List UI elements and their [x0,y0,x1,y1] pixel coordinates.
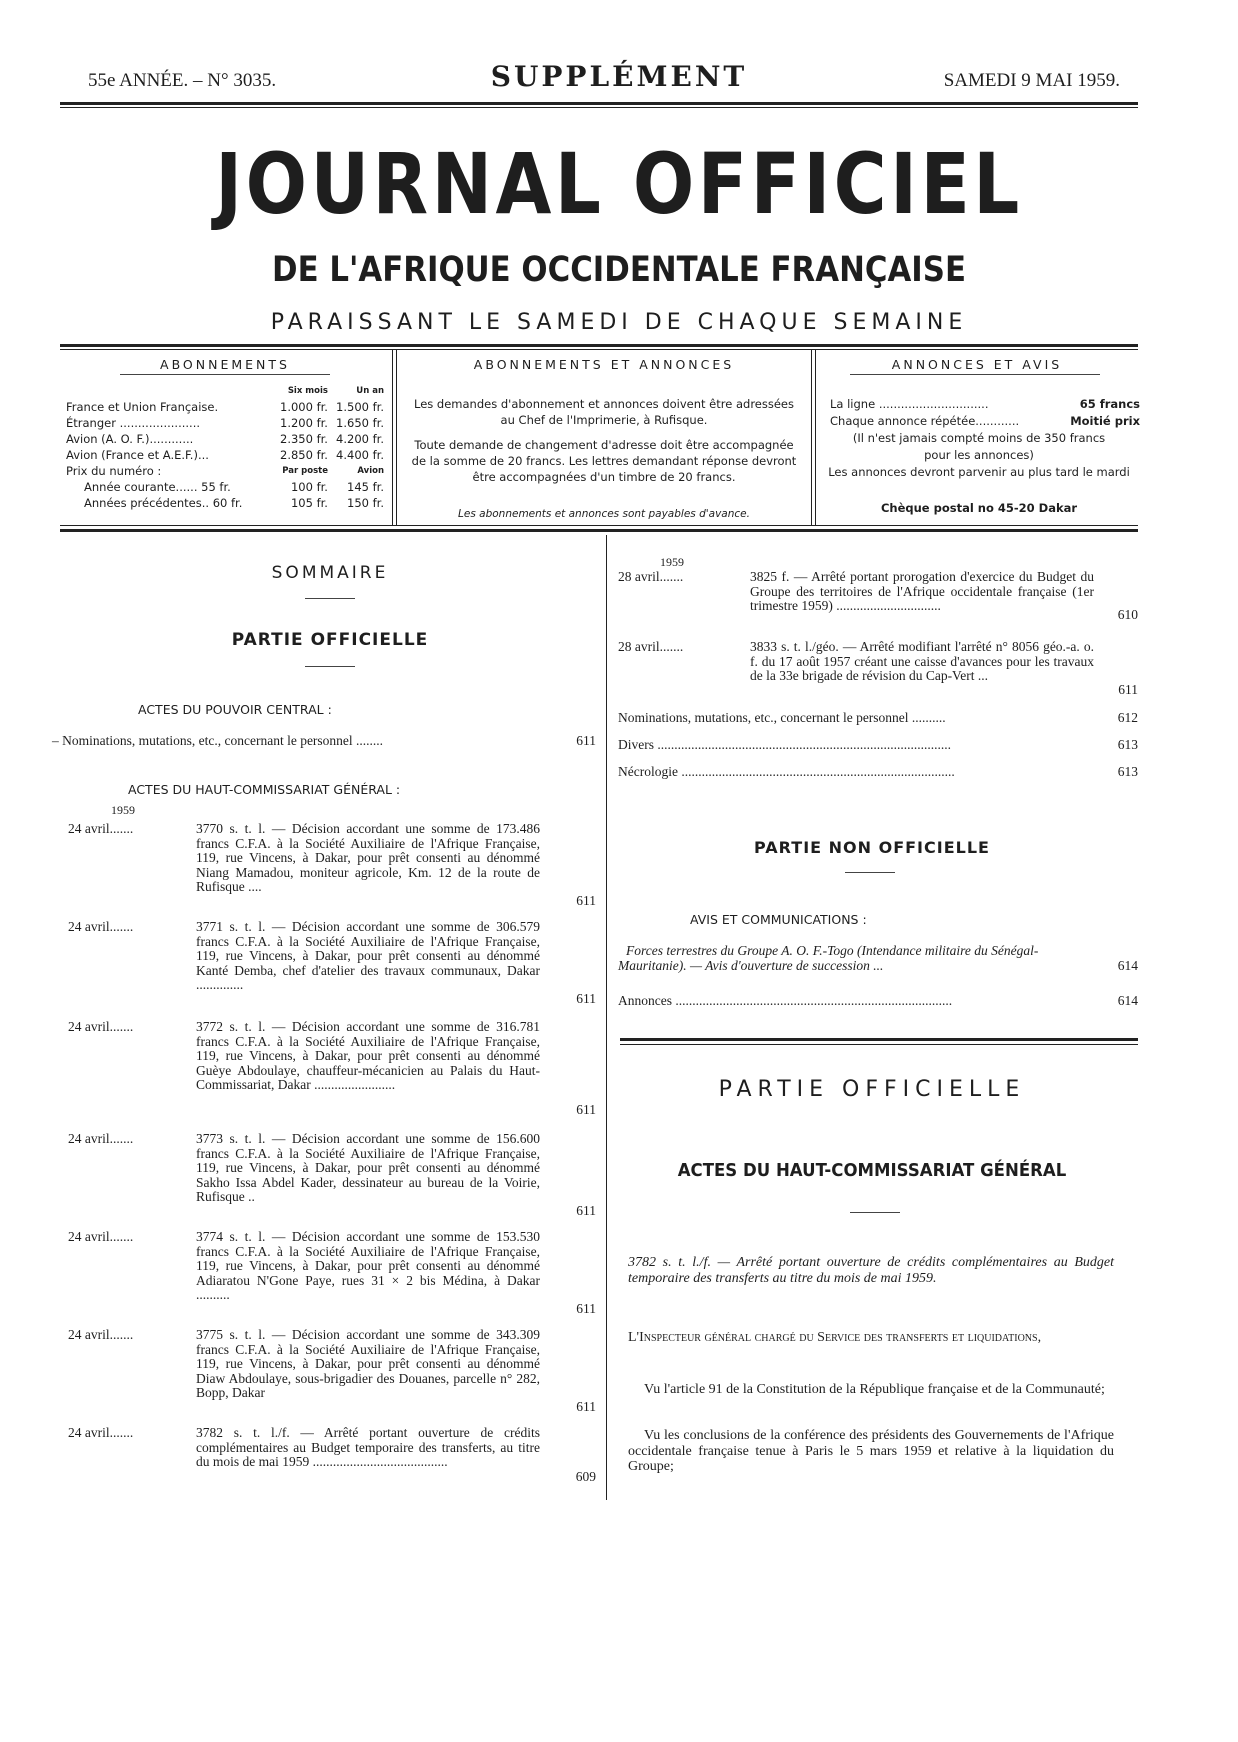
page-number: 614 [1117,993,1138,1008]
row-label: Années précédentes.. 60 fr. [84,496,243,510]
list-item [68,919,600,1006]
journal-title: JOURNAL OFFICIEL [215,135,1023,233]
row-six: 1.200 fr. [280,416,328,430]
list-item [68,821,600,908]
page-number: 611 [576,1203,596,1218]
entry-text: 3772 s. t. l. — Décision accordant une somme de 316.781 francs C.F.A. à la Société Auxiliaire de l'Afrique Française, 119, rue Vincens, à Dakar, pour prêt consenti au dénommé Guèye Abdoulaye, chauffeur-mécanicien au Palais du Haut-Commissariat, Dakar ........................ [196,1019,540,1092]
nominations-central: – Nominations, mutations, etc., concernant le personnel ........ [52,733,384,748]
list-item [68,1131,600,1218]
inspecteur-paragraph: L'Inspecteur général chargé du Service des transferts et liquidations, [628,1330,1042,1345]
arrete-heading: 3782 s. t. l./f. — Arrêté portant ouverture de crédits complémentaires au Budget temporaire des transferts au titre du mois de mai 1959. [628,1255,1114,1286]
row-avion: 145 fr. [347,480,384,494]
row-six: 1.000 fr. [280,400,328,414]
page-number: 612 [1117,710,1138,725]
page-number: 611 [1118,682,1138,697]
necrologie: Nécrologie ................................................................................. [618,764,955,779]
entry-date: 24 avril....... [68,919,134,934]
year-label: 1959 [111,803,135,817]
partie-non-officielle-heading: PARTIE NON OFFICIELLE [754,838,990,857]
ligne-label: La ligne .............................. [830,397,989,411]
entry-text: 3773 s. t. l. — Décision accordant une somme de 156.600 francs C.F.A. à la Société Auxiliaire de l'Afrique Française, 119, rue Vincens, à Dakar, pour prêt consenti au dénommé Sakho Issa Abdel Kader, dessinateur au bureau de la Voirie, Rufisque .. [196,1131,540,1204]
row-label: France et Union Française. [66,400,219,414]
col-six-mois: Six mois [287,386,328,396]
page-number: 611 [576,893,596,908]
row-an: 4.200 fr. [336,432,384,446]
table-row [66,415,384,431]
sommaire-rule [305,598,355,599]
col-avion: Avion [357,466,384,476]
box-bottom-rule-thick [60,529,1138,532]
row-poste: 105 fr. [290,496,328,510]
entry-text: 3825 f. — Arrêté portant prorogation d'exercice du Budget du Groupe des territoires de l'Afrique occidentale française (1er trimestre 1959) ............................... [750,569,1094,613]
row-avion: 150 fr. [347,496,384,510]
page-number: 611 [576,1301,596,1316]
header-rule-thin [60,107,1138,108]
entry-date: 24 avril....... [68,821,134,836]
sommaire-heading: SOMMAIRE [271,563,389,583]
entry-date: 24 avril....... [68,1229,134,1244]
journal-tagline: PARAISSANT LE SAMEDI DE CHAQUE SEMAINE [270,310,968,335]
list-item [68,1019,600,1117]
entry-text: 3774 s. t. l. — Décision accordant une somme de 153.530 francs C.F.A. à la Société Auxiliaire de l'Afrique Française, 119, rue Vincens, à Dakar, pour prêt consenti au dénommé Adiaratou N'Gone Paye, rues 31 × 2 bis Médina, à Dakar .......... [196,1229,540,1302]
page-number: 614 [1117,958,1138,973]
list-item [618,640,1138,700]
abonnements-table [66,383,384,511]
issue-date: SAMEDI 9 MAI 1959. [943,70,1120,91]
ligne-value: 65 francs [1079,397,1140,411]
section-rule-thin [620,1044,1138,1045]
page-number: 613 [1117,737,1138,752]
table-row [66,447,384,463]
page-number: 611 [576,1399,596,1414]
repetee-label: Chaque annonce répétée............ [830,414,1020,428]
body-partie-officielle: PARTIE OFFICIELLE [718,1077,1026,1102]
row-poste: 100 fr. [290,480,328,494]
entry-date: 28 avril....... [618,569,684,584]
header-rule [60,102,1138,105]
repetee-value: Moitié prix [1070,414,1140,428]
entry-date: 28 avril....... [618,639,684,654]
cheque-postal: Chèque postal no 45-20 Dakar [880,501,1078,515]
entry-text: 3782 s. t. l./f. — Arrêté portant ouverture de crédits complémentaires au Budget temporaire des transferts, au titre du mois de mai 1959 ........................................ [196,1425,540,1469]
row-six: 2.350 fr. [280,432,328,446]
partie-non-officielle-rule [845,872,895,873]
table-row [66,399,384,415]
abonnements-annonces-text-2: Toute demande de changement d'adresse doit être accompagnée de la somme de 20 francs. Les lettres demandant réponse devront être accompagnées d'un timbre de 20 francs. [411,438,797,484]
box-top-rule [60,344,1138,347]
row-an: 4.400 fr. [336,448,384,462]
partie-officielle-rule [305,666,355,667]
section-rule [620,1038,1138,1041]
table-row [66,431,384,447]
annonces-note-2: pour les annonces) [924,448,1034,462]
actes-haut-commissariat: ACTES DU HAUT-COMMISSARIAT GÉNÉRAL : [128,782,401,797]
page-number: 610 [1117,607,1138,622]
box-divider [396,350,397,525]
row-label: Avion (France et A.E.F.)... [66,448,209,462]
col-un-an: Un an [356,386,384,396]
journal-subtitle: DE L'AFRIQUE OCCIDENTALE FRANÇAISE [272,250,966,290]
row-label: Avion (A. O. F.)............ [66,432,194,446]
list-item [618,570,1138,630]
box-divider [815,350,816,525]
entry-text: 3770 s. t. l. — Décision accordant une somme de 173.486 francs C.F.A. à la Société Auxiliaire de l'Afrique Française, 119, rue Vincens, à Dakar, pour prêt consenti au dénommé Niang Mamadou, moniteur agricole, Km. 12 de la route de Rufisque .... [196,821,540,894]
row-six: 2.850 fr. [280,448,328,462]
vu-paragraph-2: Vu les conclusions de la conférence des présidents des Gouvernements de l'Afrique occidentale française tenue à Paris le 5 mars 1959 et relative à la liquidation du Groupe; [628,1428,1114,1474]
actes-pouvoir-central: ACTES DU POUVOIR CENTRAL : [138,702,332,717]
prix-label: Prix du numéro : [66,464,162,478]
box-top-rule-thin [60,349,1138,350]
list-item [68,1327,600,1414]
abonnements-annonces-text-3: Les abonnements et annonces sont payables d'avance. [458,508,750,520]
abonnements-annonces-heading: ABONNEMENTS ET ANNONCES [473,357,735,372]
table-row [66,495,384,511]
table-row [66,479,384,495]
page-number: 611 [576,733,596,748]
row-an: 1.650 fr. [336,416,384,430]
page-number: 611 [576,1102,596,1117]
row-label: Année courante...... 55 fr. [84,480,231,494]
annonces-avis-heading: ANNONCES ET AVIS [891,357,1063,372]
vu-paragraph-1: Vu l'article 91 de la Constitution de la République française et de la Communauté; [644,1382,1105,1397]
body-actes-rule [850,1212,900,1213]
nominations-right: Nominations, mutations, etc., concernant le personnel .......... [618,710,946,725]
partie-officielle-heading: PARTIE OFFICIELLE [231,630,429,650]
list-item [68,1229,600,1316]
year-label: 1959 [660,555,684,569]
abonnements-heading: ABONNEMENTS [160,357,290,372]
box-bottom-rule [60,525,1138,526]
abonnements-annonces-text-1: Les demandes d'abonnement et annonces doivent être adressées au Chef de l'Imprimerie, à Rufisque. [414,397,794,427]
column-divider [606,535,607,1500]
row-an: 1.500 fr. [336,400,384,414]
entry-text: 3775 s. t. l. — Décision accordant une somme de 343.309 francs C.F.A. à la Société Auxiliaire de l'Afrique Française, 119, rue Vincens, à Dakar, pour prêt consenti au dénommé Diaw Abdoulaye, sous-brigadier des Douanes, parcelle n° 282, Bopp, Dakar [196,1327,540,1400]
annonces-underline [850,374,1100,375]
box-divider [811,350,812,525]
issue-number: 55e ANNÉE. – N° 3035. [88,70,277,91]
body-actes-heading: ACTES DU HAUT-COMMISSARIAT GÉNÉRAL [677,1160,1067,1181]
divers: Divers ....................................................................................... [618,737,951,752]
annonces-note-3: Les annonces devront parvenir au plus tard le mardi [828,465,1130,479]
entry-text: 3771 s. t. l. — Décision accordant une somme de 306.579 francs C.F.A. à la Société Auxiliaire de l'Afrique Française, 119, rue Vincens, à Dakar, pour prêt consenti au dénommé Kanté Demba, chef d'atelier des travaux communaux, Dakar .............. [196,919,540,992]
entry-date: 24 avril....... [68,1019,134,1034]
annonces-entry: Annonces .................................................................................. [618,993,953,1008]
col-par-poste: Par poste [282,466,328,476]
abonnements-underline [120,374,330,375]
forces-terrestres: Forces terrestres du Groupe A. O. F.-Togo (Intendance militaire du Sénégal-Mauritanie). — Avis d'ouverture de succession ... [618,943,1039,973]
avis-communications: AVIS ET COMMUNICATIONS : [690,912,867,927]
entry-text: 3833 s. t. l./géo. — Arrêté modifiant l'arrêté n° 8056 géo.-a. o. f. du 17 août 1957 créant une caisse d'avances pour les travaux de la 33e brigade de révision du Cap-Vert ... [750,639,1094,683]
entry-date: 24 avril....... [68,1327,134,1342]
page-number: 611 [576,991,596,1006]
page-number: 609 [575,1469,596,1484]
box-divider [392,350,393,525]
row-label: Étranger ...................... [66,416,201,430]
supplement-label: SUPPLÉMENT [490,60,748,93]
page-number: 613 [1117,764,1138,779]
list-item [68,1426,600,1496]
annonces-note-1: (Il n'est jamais compté moins de 350 francs [852,431,1106,445]
entry-date: 24 avril....... [68,1425,134,1440]
entry-date: 24 avril....... [68,1131,134,1146]
